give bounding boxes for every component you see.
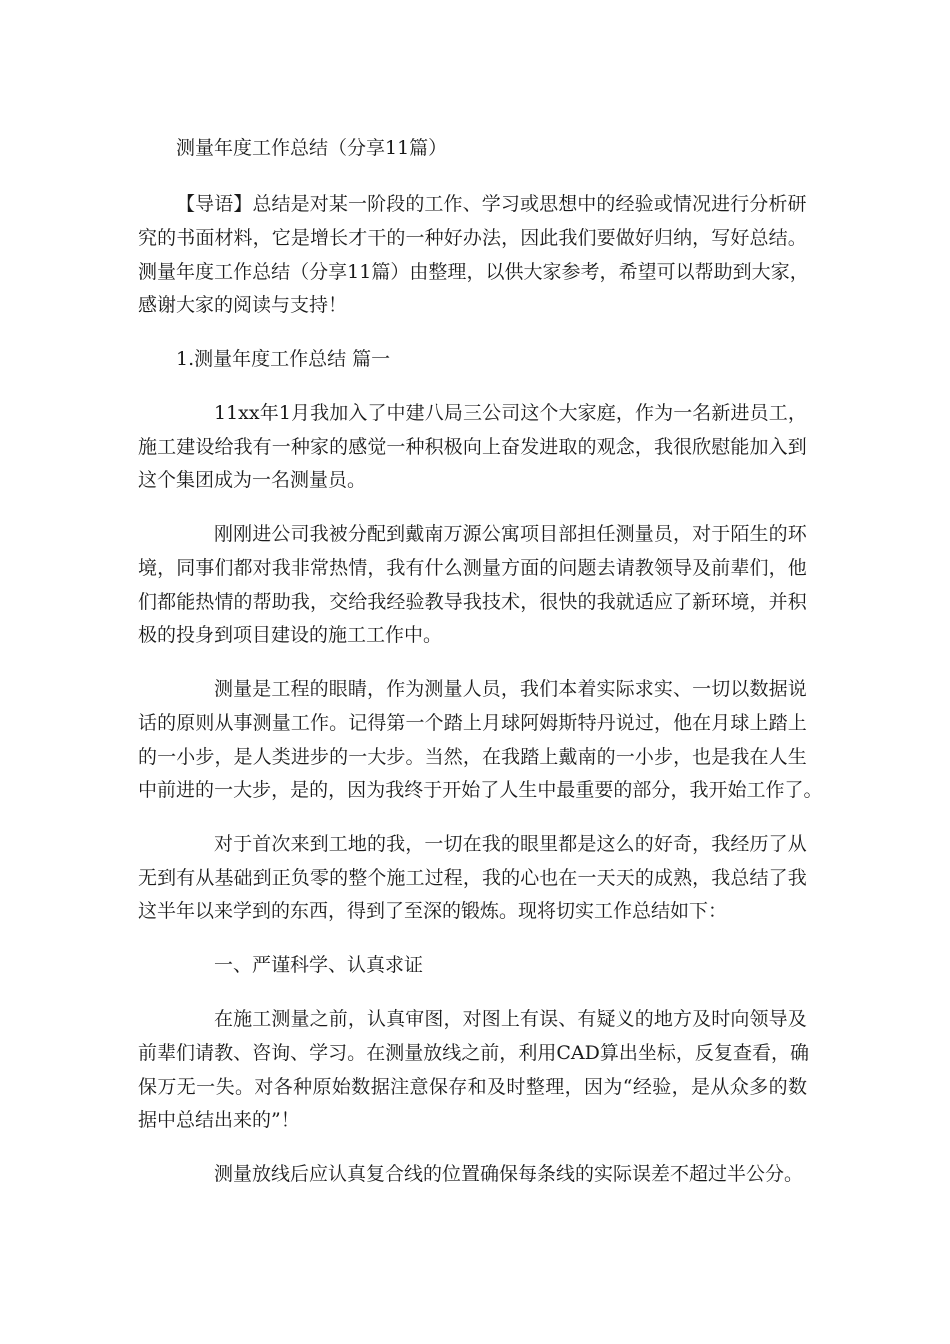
intro-line: 【 导 语 】 总 结 是 对 某 一 阶 段 的 工 作 、 学 习 或 思 想 中 的 经 验 或 情 况 进 行 分 析 研 xyxy=(176,193,807,215)
subheading: 一、严谨科学、认真求证 xyxy=(214,954,424,976)
intro-line: 测 量 年 度 工 作 总 结 （ 分 享 11 篇 ） 由 整 理 ， 以 供 大 家 参 考 ， 希 望 可 以 帮 助 到 大 家 ， xyxy=(138,261,809,283)
paragraph-line: 的 一 小 步 ， 是 人 类 进 步 的 一 大 步 。 当 然 ， 在 我 踏 上 戴 南 的 一 小 步 ， 也 是 我 在 人 生 xyxy=(138,746,807,768)
paragraph-line: 对 于 首 次 来 到 工 地 的 我 ， 一 切 在 我 的 眼 里 都 是 这 么 的 好 奇 ， 我 经 历 了 从 xyxy=(214,833,807,855)
paragraph-line: 极的投身到项目建设的施工工作中。 xyxy=(138,624,443,646)
paragraph-line: 无 到 有 从 基 础 到 正 负 零 的 整 个 施 工 过 程 ， 我 的 心 也 在 一 天 天 的 成 熟 ， 我 总 结 了 我 xyxy=(138,867,807,889)
paragraph-line: 们 都 能 热 情 的 帮 助 我 ， 交 给 我 经 验 教 导 我 技 术 ， 很 快 的 我 就 适 应 了 新 环 境 ， 并 积 xyxy=(138,591,807,613)
paragraph-line: 施 工 建 设 给 我 有 一 种 家 的 感 觉 一 种 积 极 向 上 奋 发 进 取 的 观 念 ， 我 很 欣 慰 能 加 入 到 xyxy=(138,436,807,458)
paragraph-line: 境 ， 同 事 们 都 对 我 非 常 热 情 ， 我 有 什 么 测 量 方 面 的 问 题 去 请 教 领 导 及 前 辈 们 ， 他 xyxy=(138,557,807,579)
intro-line: 感谢大家的阅读与支持！ xyxy=(138,294,348,316)
paragraph-line: 测 量 是 工 程 的 眼 睛 ， 作 为 测 量 人 员 ， 我 们 本 着 实 际 求 实 、 一 切 以 数 据 说 xyxy=(214,678,807,700)
paragraph-line: 这个集团成为一名测量员。 xyxy=(138,469,367,491)
paragraph-line: 这半年以来学到的东西，得到了至深的锻炼。现将切实工作总结如下： xyxy=(138,900,728,922)
paragraph-line: 话 的 原 则 从 事 测 量 工 作 。 记 得 第 一 个 踏 上 月 球 阿 姆 斯 特 丹 说 过 ， 他 在 月 球 上 踏 上 xyxy=(138,712,807,734)
paragraph-line: 据中总结出来的”！ xyxy=(138,1109,300,1131)
paragraph-line: 在 施 工 测 量 之 前 ， 认 真 审 图 ， 对 图 上 有 误 、 有 疑 义 的 地 方 及 时 向 领 导 及 xyxy=(214,1008,807,1030)
intro-line: 究 的 书 面 材 料 ， 它 是 增 长 才 干 的 一 种 好 办 法 ， 因 此 我 们 要 做 好 归 纳 ， 写 好 总 结 。 xyxy=(138,227,807,249)
document-title: 测量年度工作总结（分享11篇） xyxy=(176,137,448,159)
paragraph-line: 测量放线后应认真复合线的位置确保每条线的实际误差不超过半公分。 xyxy=(214,1163,804,1185)
paragraph-line: 11xx 年 1 月 我 加 入 了 中 建 八 局 三 公 司 这 个 大 家 庭 ， 作 为 一 名 新 进 员 工 ， xyxy=(214,402,807,424)
paragraph-line: 中 前 进 的 一 大 步 ， 是 的 ， 因 为 我 终 于 开 始 了 人 生 中 最 重 要 的 部 分 ， 我 开 始 工 作 了 。 xyxy=(138,779,823,801)
section-heading: 1.测量年度工作总结 篇一 xyxy=(176,348,391,370)
paragraph-line: 前 辈 们 请 教 、 咨 询 、 学 习 。 在 测 量 放 线 之 前 ， 利 用 CAD 算 出 坐 标 ， 反 复 查 看 ， 确 xyxy=(138,1042,810,1064)
paragraph-line: 保 万 无 一 失 。 对 各 种 原 始 数 据 注 意 保 存 和 及 时 整 理 ， 因 为 “ 经 验 ， 是 从 众 多 的 数 xyxy=(138,1076,807,1098)
paragraph-line: 刚 刚 进 公 司 我 被 分 配 到 戴 南 万 源 公 寓 项 目 部 担 任 测 量 员 ， 对 于 陌 生 的 环 xyxy=(214,523,807,545)
